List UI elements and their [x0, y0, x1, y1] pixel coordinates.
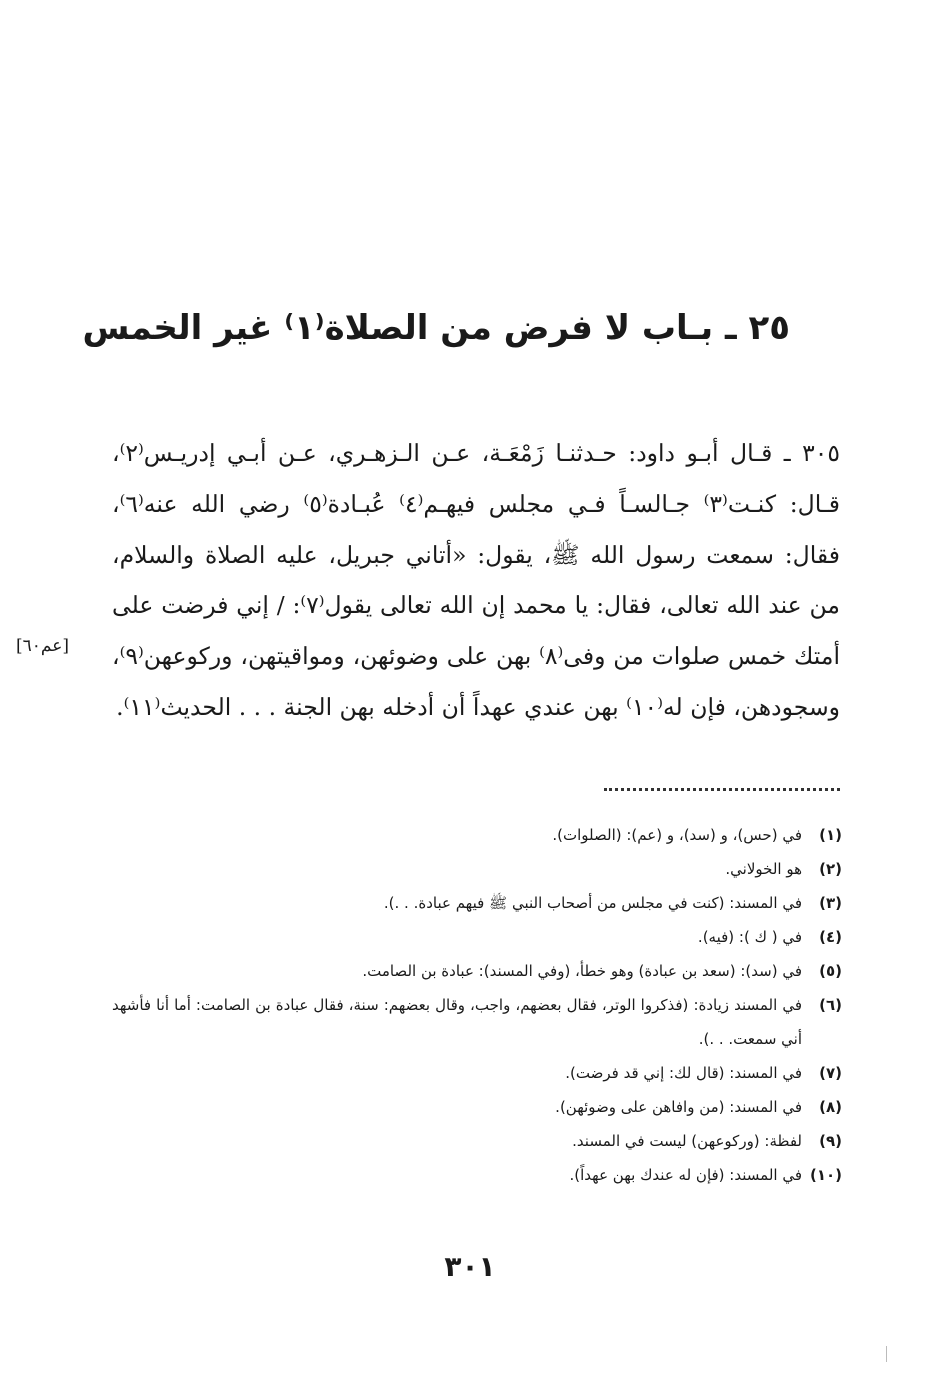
footnote-text: لفظة: (وركوعهن) ليست في المسند.	[572, 1132, 802, 1150]
footnote-number: (٩)	[819, 1132, 842, 1150]
footnote-text: في المسند: (فإن له عندك بهن عهداً).	[569, 1166, 802, 1184]
footnote-number: (٥)	[819, 962, 842, 980]
scan-edge-mark	[876, 1346, 887, 1362]
manuscript-page-marker: [عم٦٠]	[16, 636, 69, 656]
footnote-separator	[604, 788, 840, 791]
footnote-item	[112, 954, 842, 988]
footnote-item	[112, 886, 842, 920]
footnote-text: في المسند: (كنت في مجلس من أصحاب النبي ﷺ فيهم عبادة. . .).	[383, 894, 802, 912]
footnote-number: (٨)	[819, 1098, 842, 1116]
footnote-text: في (حس)، و (سد)، و (عم): (الصلوات).	[552, 826, 802, 844]
footnote-number: (٤)	[819, 928, 842, 946]
footnote-number: (١٠)	[809, 1166, 842, 1184]
footnote-item	[112, 1056, 842, 1090]
chapter-heading: ٢٥ ـ بـاب لا فرض من الصلاة⁽١⁾ غير الخمس	[82, 308, 790, 348]
footnotes	[112, 818, 842, 1192]
hadith-text: ٣٠٥ ـ قـال أبـو داود: حـدثنـا زَمْعَـة، عـن الـزهـري، عـن أبـي إدريـس⁽٢⁾، قـال: كنـت⁽٣⁾ جـالسـاً فـي مجلس فيهـم⁽٤⁾ عُبـادة⁽٥⁾ رضي الله عنه⁽٦⁾، فقال: سمعت رسول الله ﷺ، يقول: «أتاني جبريل، عليه الصلاة والسلام، من عند الله تعالى، فقال: يا محمد إن الله تعالى يقول⁽٧⁾: / إني فرضت على أمتك خمس صلوات من وفى⁽٨⁾ بهن على وضوئهن، ومواقيتهن، وركوعهن⁽٩⁾، وسجودهن، فإن له⁽١٠⁾ بهن عندي عهداً أن أدخله بهن الجنة . . . الحديث⁽١١⁾.	[112, 439, 840, 721]
footnote-number: (١)	[819, 826, 842, 844]
footnote-text: في ( ك ): (فيه).	[697, 928, 802, 946]
footnote-item	[112, 852, 842, 886]
footnote-item	[112, 920, 842, 954]
page-number: ٣٠١	[444, 1250, 496, 1283]
footnote-text: في المسند زيادة: (فذكروا الوتر، فقال بعضهم، واجب، وقال بعضهم: سنة، فقال عبادة بن الصامت: أما أنا فأشهد أني سمعت. . .).	[112, 996, 802, 1048]
footnote-text: في (سد): (سعد بن عبادة) وهو خطأ، (وفي المسند): عبادة بن الصامت.	[362, 962, 802, 980]
footnote-text: في المسند: (من وافاهن على وضوئهن).	[555, 1098, 802, 1116]
footnote-number: (٣)	[819, 894, 842, 912]
footnote-number: (٧)	[819, 1064, 842, 1082]
footnote-text: في المسند: (قال لك: إني قد فرضت).	[565, 1064, 802, 1082]
footnote-item	[112, 1124, 842, 1158]
footnote-item	[112, 818, 842, 852]
footnote-item	[112, 1158, 842, 1192]
footnote-item	[112, 1090, 842, 1124]
footnote-number: (٢)	[819, 860, 842, 878]
footnote-number: (٦)	[819, 996, 842, 1014]
footnote-text: هو الخولاني.	[725, 860, 802, 878]
footnote-item	[112, 988, 842, 1056]
